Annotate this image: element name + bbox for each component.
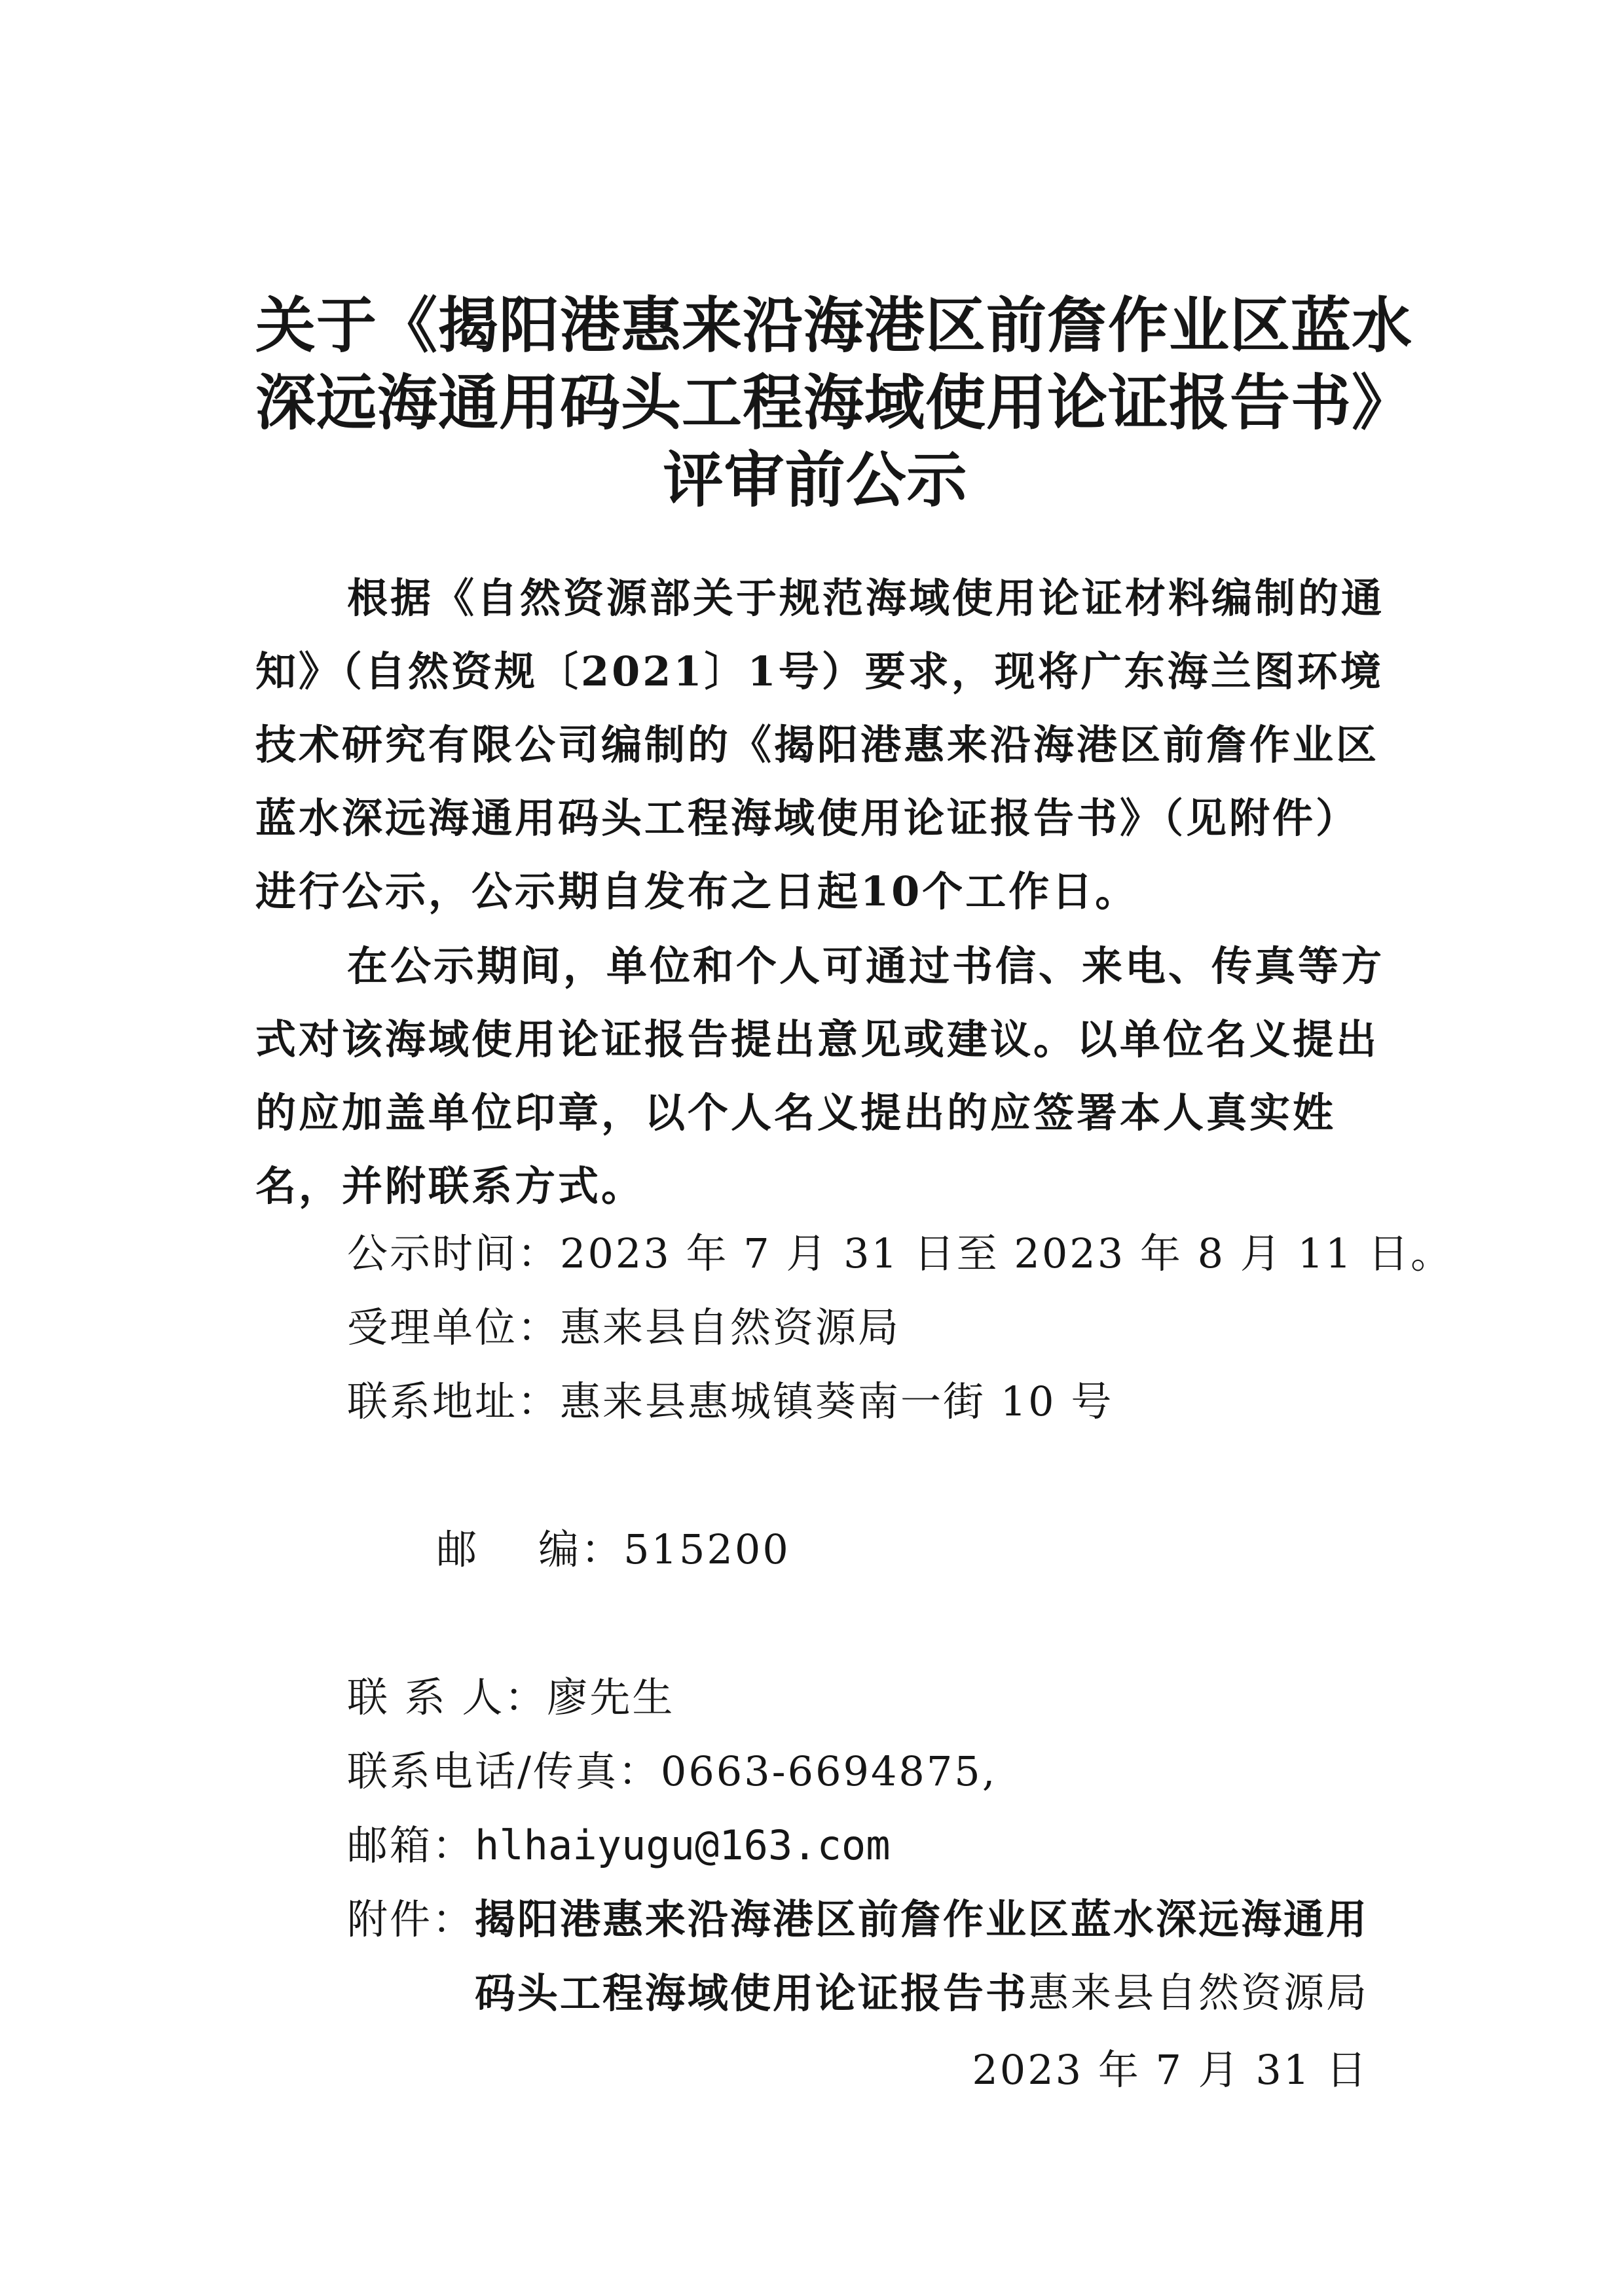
phone-fax-label: 联系电话/传真：: [347, 1747, 661, 1795]
publication-time-value: 2023 年 7 月 31 日至 2023 年 8 月 11 日。: [560, 1230, 1454, 1277]
postcode-row: [347, 1438, 1395, 1660]
phone-fax-value: 0663-6694875,: [660, 1747, 997, 1795]
title-line-1: 关于《揭阳港惠来沿海港区前詹作业区蓝水: [255, 290, 1413, 361]
email-label: 邮箱：: [347, 1821, 475, 1869]
accepting-office-value: 惠来县自然资源局: [560, 1303, 901, 1351]
signature-org: 惠来县自然资源局: [1027, 1969, 1369, 2016]
publication-time-label: 公示时间：: [347, 1230, 561, 1277]
signature-date: 2023 年 7 月 31 日: [972, 2046, 1369, 2094]
address-label: 联系地址：: [347, 1377, 561, 1425]
notice-body: [255, 562, 1388, 1223]
body-paragraph-1: 根据《自然资源部关于规范海域使用论证材料编制的通知》（自然资规〔2021〕1号）要求，现将广东海兰图环境技术研究有限公司编制的《揭阳港惠来沿海港区前詹作业区蓝水深远海通用码头工程海域使用论证报告书》（见附件）进行公示，公示期自发布之日起10个工作日。: [255, 574, 1385, 915]
signature-block: [972, 1954, 1369, 2109]
title-line-3: 评审前公示: [663, 445, 968, 515]
accepting-office-row: [347, 1290, 1395, 1364]
title-line-2: 深远海通用码头工程海域使用论证报告书》: [255, 367, 1413, 438]
address-row: [347, 1364, 1395, 1438]
contact-info-block: [347, 1216, 1454, 2030]
email-row: [347, 1808, 1395, 1882]
postcode-label: 邮 编：: [436, 1525, 624, 1573]
accepting-office-label: 受理单位：: [347, 1303, 561, 1351]
contact-person-label: 联 系 人：: [347, 1673, 547, 1721]
body-paragraph-2: 在公示期间，单位和个人可通过书信、来电、传真等方式对该海域使用论证报告提出意见或建议。以单位名义提出的应加盖单位印章，以个人名义提出的应签署本人真实姓名，并附联系方式。: [255, 942, 1385, 1210]
contact-person-row: [347, 1660, 1395, 1734]
phone-fax-row: [347, 1734, 1395, 1808]
attachment-label: 附件：: [347, 1895, 475, 1943]
notice-title: [255, 287, 1413, 519]
attachment-value: 揭阳港惠来沿海港区前詹作业区蓝水深远海通用码头工程海域使用论证报告书: [475, 1895, 1369, 2017]
contact-person-value: 廖先生: [547, 1673, 675, 1721]
email-value[interactable]: hlhaiyugu@163.com: [475, 1821, 891, 1869]
postcode-value: 515200: [623, 1525, 790, 1573]
publication-time-row: [347, 1216, 1454, 1290]
address-value: 惠来县惠城镇葵南一街 10 号: [560, 1377, 1114, 1425]
